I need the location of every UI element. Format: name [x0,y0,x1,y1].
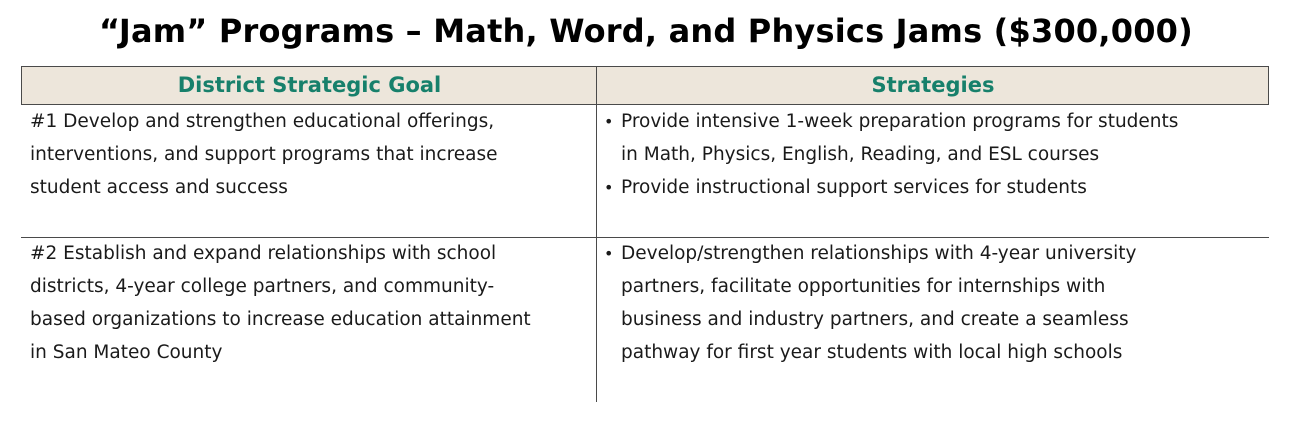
bullet-icon: • [604,178,614,197]
header-strategies: Strategies [871,73,995,97]
strategy-line: in Math, Physics, English, Reading, and ESL courses [621,144,1100,165]
goals-strategies-table [21,66,1269,402]
strategy-line: business and industry partners, and create a seamless [621,309,1129,330]
bullet-icon: • [604,244,614,263]
strategy-line: Provide intensive 1-week preparation programs for students [621,111,1179,132]
goal-line: #2 Establish and expand relationships with school [30,243,497,264]
goal-line: districts, 4-year college partners, and community- [30,276,495,297]
row-1-goal-cell [30,105,498,204]
goal-line: in San Mateo County [30,342,223,363]
strategy-line: Provide instructional support services for students [621,177,1087,198]
column-divider [596,66,597,402]
strategy-line: partners, facilitate opportunities for internships with [621,276,1106,297]
goal-line: #1 Develop and strengthen educational offerings, [30,111,495,132]
goal-line: student access and success [30,177,288,198]
row-2-strategies-cell [604,237,1264,397]
header-district-strategic-goal: District Strategic Goal [177,73,442,97]
table-header-row [21,66,1269,105]
row-2-goal-cell [30,237,531,369]
row-1-strategies-cell [604,105,1264,235]
slide-title: “Jam” Programs – Math, Word, and Physics Jams ($300,000) [99,12,1193,50]
bullet-icon: • [604,112,614,131]
goal-line: interventions, and support programs that increase [30,144,498,165]
strategy-line: Develop/strengthen relationships with 4-year university [621,243,1137,264]
strategy-line: pathway for first year students with local high schools [621,342,1123,363]
goal-line: based organizations to increase education attainment [30,309,531,330]
